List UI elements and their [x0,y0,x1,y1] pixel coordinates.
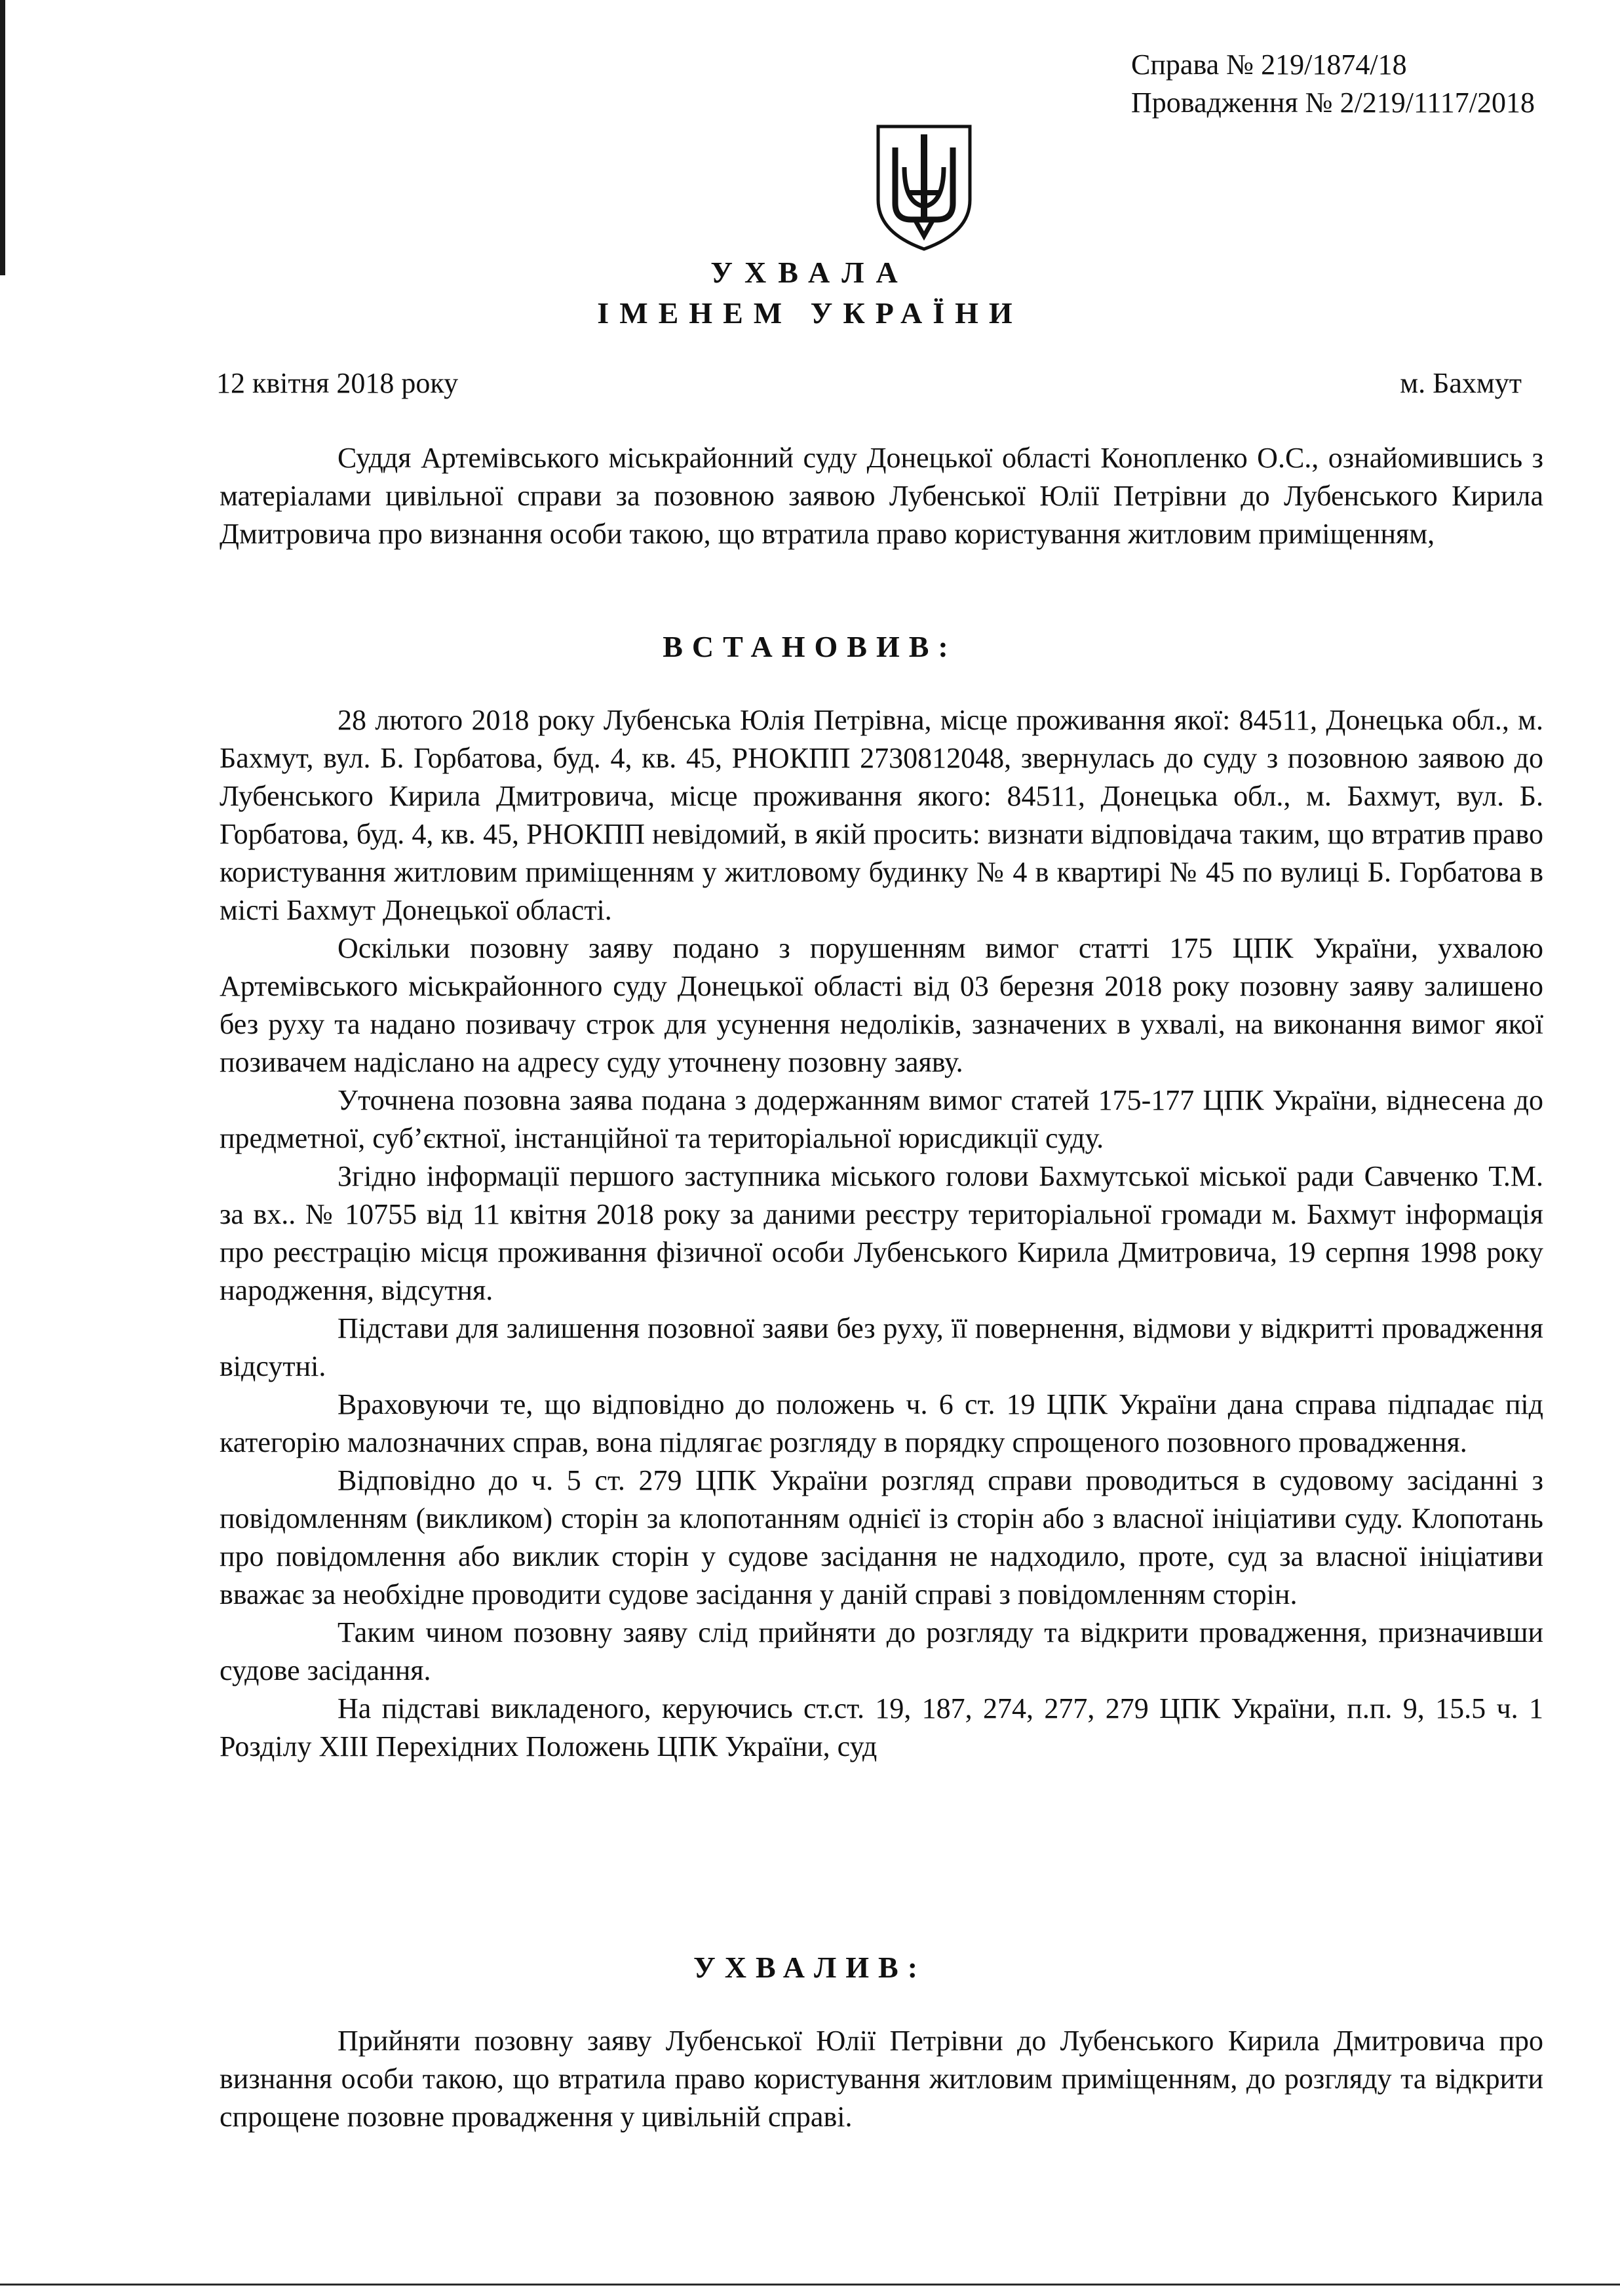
paragraph-9: На підставі викладеного, керуючись ст.ст. 19, 187, 274, 277, 279 ЦПК України, п.п. 9, 15.5 ч. 1 Розділу XIII Перехідних Положень ЦПК України, суд [220,1692,1543,1762]
proceeding-number: Провадження № 2/219/1117/2018 [1131,87,1535,119]
resolution-block [220,2022,1543,2136]
title-line-2: ІМЕНЕМ УКРАЇНИ [597,296,1023,330]
scan-edge-bottom [0,2284,1620,2286]
scan-edge-left [0,0,5,275]
intro-paragraph-block [220,439,1543,553]
date-place-line [216,364,1522,403]
section-heading-ruled: УХВАЛИВ: [693,1951,927,1984]
intro-paragraph: Суддя Артемівського міськрайонний суду Донецької області Конопленко О.С., ознайомившись з матеріалами цивільної справи за позовною заявою Лубенської Юлії Петрівни до Лубенського Кирила Дмитровича про визнання особи такою, що втратила право користування житловим приміщенням, [220,442,1543,550]
paragraph-6: Враховуючи те, що відповідно до положень ч. 6 ст. 19 ЦПК України дана справа підпадає під категорію малозначних справ, вона підлягає розгляду в порядку спрощеного позовного провадження. [220,1388,1543,1458]
case-number: Справа № 219/1874/18 [1131,49,1407,81]
document-date: 12 квітня 2018 року [216,367,459,399]
findings-block [220,701,1543,1766]
case-info [1131,46,1535,122]
document-city: м. Бахмут [1400,367,1522,399]
paragraph-8: Таким чином позовну заяву слід прийняти до розгляду та відкрити провадження, призначивши судове засідання. [220,1616,1543,1686]
document-title [0,252,1620,334]
paragraph-2: Оскільки позовну заяву подано з порушенням вимог статті 175 ЦПК України, ухвалою Артемівського міськрайонного суду Донецької області від 03 березня 2018 року позовну заяву залишено без руху та надано позивачу строк для усунення недоліків, зазначених в ухвалі, на виконання вимог якої позивачем надіслано на адресу суду уточнену позовну заяву. [220,932,1543,1078]
resolution-paragraph: Прийняти позовну заяву Лубенської Юлії Петрівни до Лубенського Кирила Дмитровича про визнання особи такою, що втратила право користування житловим приміщенням, до розгляду та відкрити спрощене позовне провадження у цивільній справі. [220,2025,1543,2133]
paragraph-4: Згідно інформації першого заступника міського голови Бахмутської міської ради Савченко Т.М. за вх.. № 10755 від 11 квітня 2018 року за даними реєстру територіальної громади м. Бахмут інформація про реєстрацію місця проживання фізичної особи Лубенського Кирила Дмитровича, 19 серпня 1998 року народження, відсутня. [220,1160,1543,1306]
paragraph-1: 28 лютого 2018 року Лубенська Юлія Петрівна, місце проживання якої: 84511, Донецька обл., м. Бахмут, вул. Б. Горбатова, буд. 4, кв. 45, РНОКПП 2730812048, звернулась до суду з позовною заявою до Лубенського Кирила Дмитровича, місце проживання якого: 84511, Донецька обл., м. Бахмут, вул. Б. Горбатова, буд. 4, кв. 45, РНОКПП невідомий, в якій просить: визнати відповідача таким, що втратив право користування житловим приміщенням у житловому будинку № 4 в квартирі № 45 по вулиці Б. Горбатова в місті Бахмут Донецької області. [220,704,1543,926]
paragraph-3: Уточнена позовна заява подана з додержанням вимог статей 175-177 ЦПК України, віднесена до предметної, суб’єктної, інстанційної та територіальної юрисдикції суду. [220,1084,1543,1154]
paragraph-7: Відповідно до ч. 5 ст. 279 ЦПК України розгляд справи проводиться в судовому засіданні з повідомленням (викликом) сторін за клопотанням однієї із сторін або з власної ініціативи суду. Клопотань про повідомлення або виклик сторін у судове засідання не надходило, проте, суд за власної ініціативи вважає за необхідне проводити судове засідання у даній справі з повідомленням сторін. [220,1464,1543,1610]
title-line-1: УХВАЛА [710,256,910,289]
coat-of-arms-icon [872,121,976,252]
section-heading-established: ВСТАНОВИВ: [663,630,957,663]
paragraph-5: Підстави для залишення позовної заяви без руху, її повернення, відмови у відкритті провадження відсутні. [220,1312,1543,1382]
